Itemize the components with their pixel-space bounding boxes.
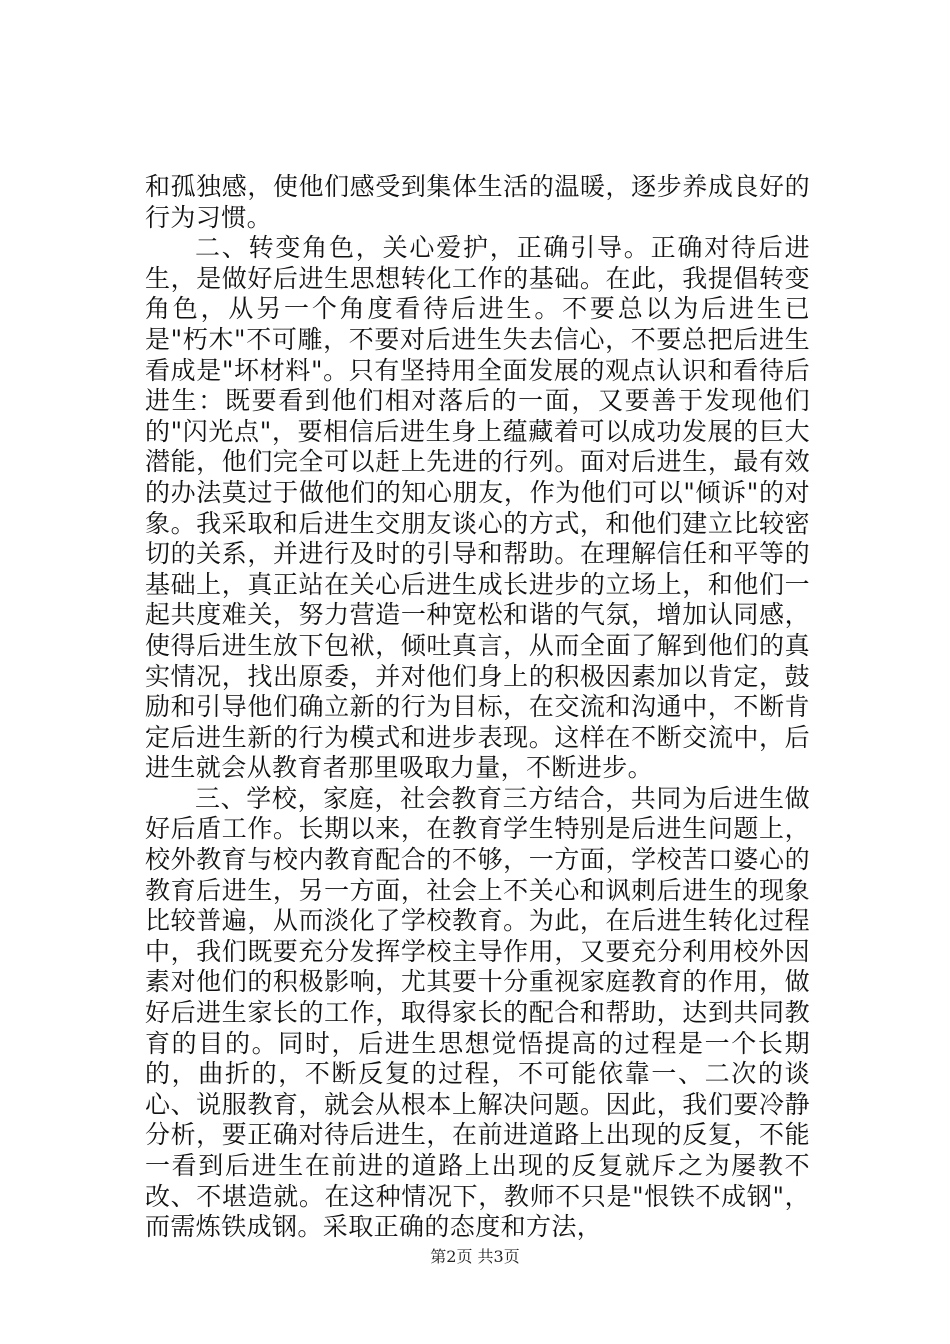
paragraph-continuation: 和孤独感，使他们感受到集体生活的温暖，逐步养成良好的行为习惯。 bbox=[145, 172, 810, 232]
paragraph-section-three: 三、学校，家庭，社会教育三方结合，共同为后进生做好后盾工作。长期以来，在教育学生特别是后进生问题上，校外教育与校内教育配合的不够，一方面，学校苦口婆心的教育后进生，另一方面，社会上不关心和讽刺后进生的现象比较普遍，从而淡化了学校教育。为此，在后进生转化过程中，我们既要充分发挥学校主导作用，又要充分利用校外因素对他们的积极影响，尤其要十分重视家庭教育的作用，做好后进生家长的工作，取得家长的配合和帮助，达到共同教育的目的。同时，后进生思想觉悟提高的过程是一个长期的，曲折的，不断反复的过程，不可能依靠一、二次的谈心、说服教育，就会从根本上解决问题。因此，我们要冷静分析，要正确对待后进生，在前进道路上出现的反复，不能一看到后进生在前进的道路上出现的反复就斥之为屡教不改、不堪造就。在这种情况下，教师不只是"恨铁不成钢"，而需炼铁成钢。采取正确的态度和方法， bbox=[145, 783, 810, 1242]
document-body bbox=[145, 172, 810, 1243]
page-number-footer: 第2页 共3页 bbox=[430, 1247, 520, 1266]
paragraph-section-two: 二、转变角色，关心爱护，正确引导。正确对待后进生，是做好后进生思想转化工作的基础。在此，我提倡转变角色，从另一个角度看待后进生。不要总以为后进生已是"朽木"不可雕，不要对后进生失去信心，不要总把后进生看成是"坏材料"。只有坚持用全面发展的观点认识和看待后进生：既要看到他们相对落后的一面，又要善于发现他们的"闪光点"，要相信后进生身上蕴藏着可以成功发展的巨大潜能，他们完全可以赶上先进的行列。面对后进生，最有效的办法莫过于做他们的知心朋友，作为他们可以"倾诉"的对象。我采取和后进生交朋友谈心的方式，和他们建立比较密切的关系，并进行及时的引导和帮助。在理解信任和平等的基础上，真正站在关心后进生成长进步的立场上，和他们一起共度难关，努力营造一种宽松和谐的气氛，增加认同感，使得后进生放下包袱，倾吐真言，从而全面了解到他们的真实情况，找出原委，并对他们身上的积极因素加以肯定，鼓励和引导他们确立新的行为目标，在交流和沟通中，不断肯定后进生新的行为模式和进步表现。这样在不断交流中，后进生就会从教育者那里吸取力量，不断进步。 bbox=[145, 233, 810, 783]
